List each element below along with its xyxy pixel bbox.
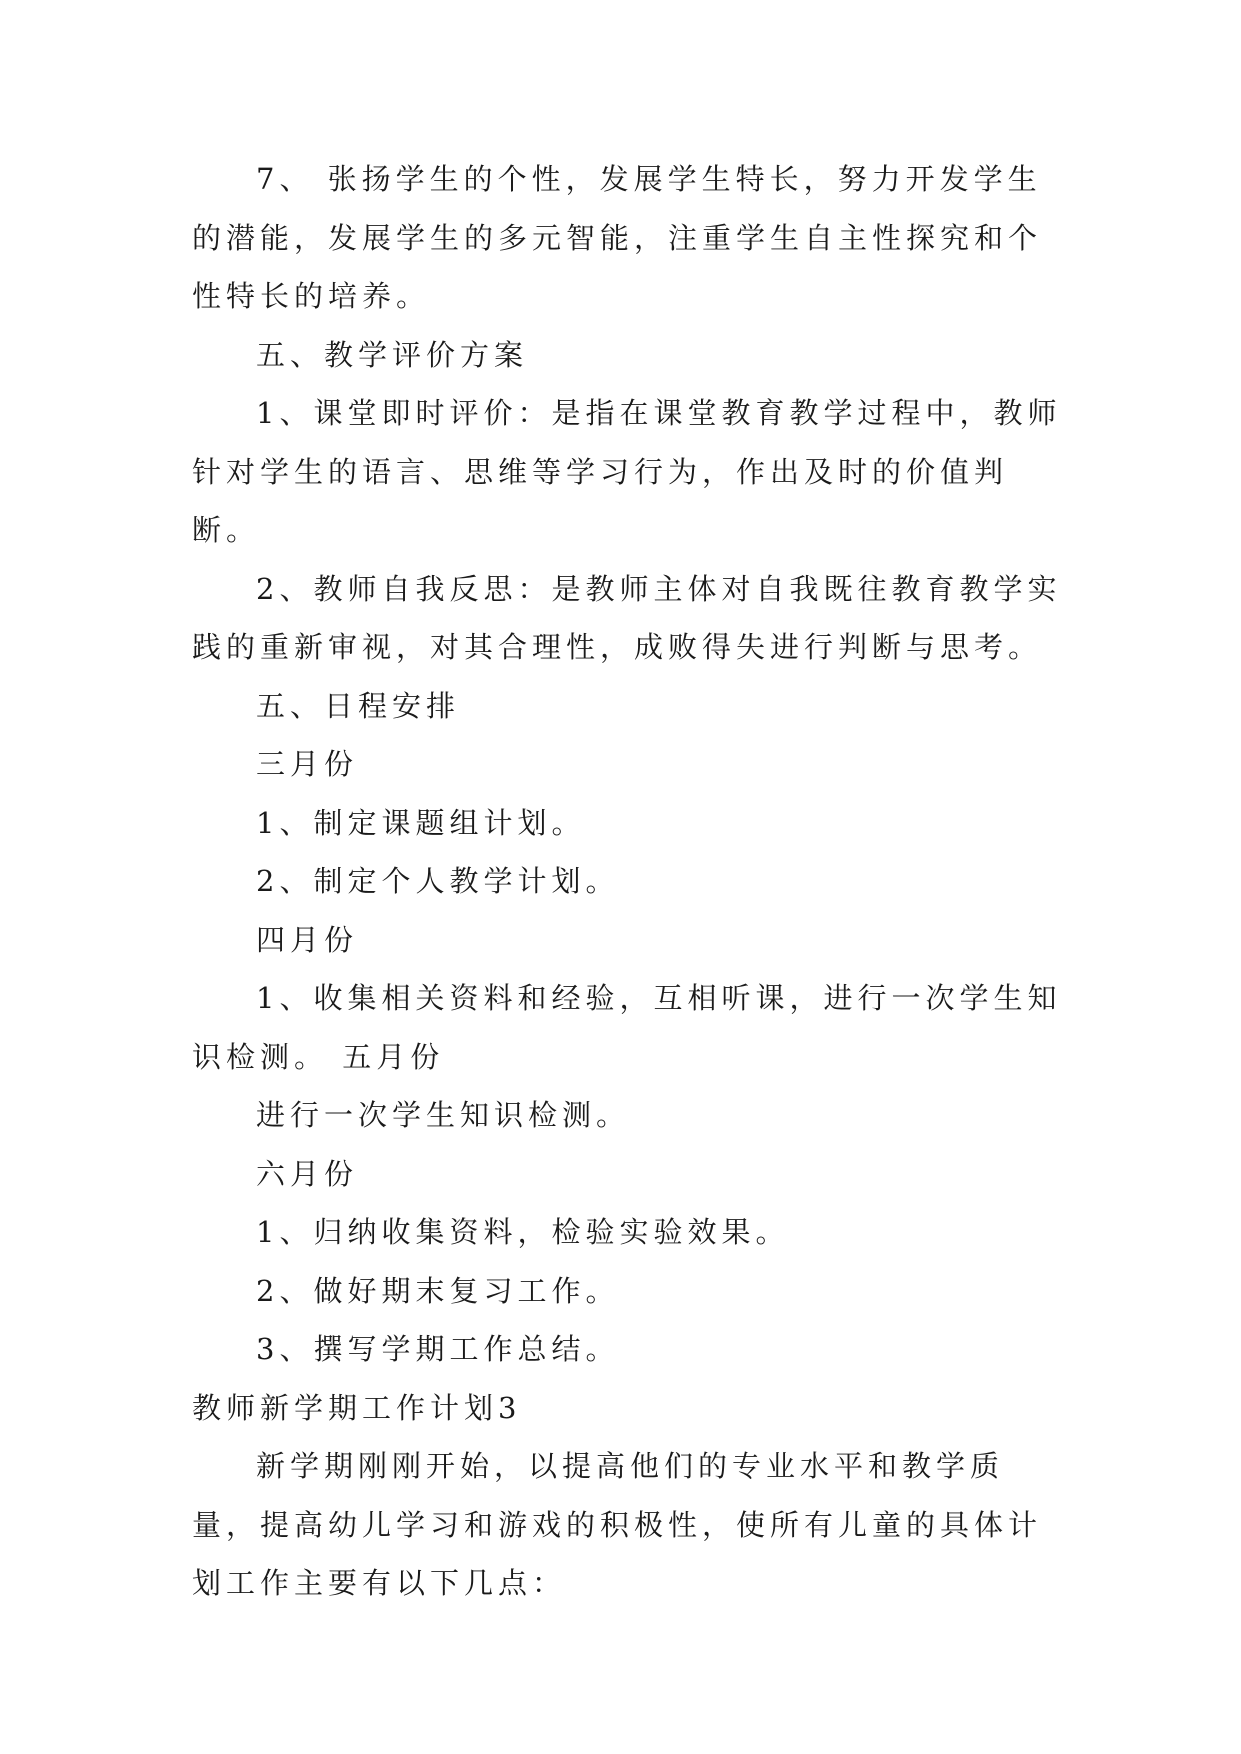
paragraph-item-7: 7、 张扬学生的个性，发展学生特长，努力开发学生的潜能，发展学生的多元智能，注重学生自主性探究和个性特长的培养。 xyxy=(192,162,1043,313)
list-item: 进行一次学生知识检测。 xyxy=(256,1098,631,1132)
paragraph-evaluation-1: 1、课堂即时评价：是指在课堂教育教学过程中，教师针对学生的语言、思维等学习行为，作出及时的价值判断。 xyxy=(192,396,1062,547)
list-item: 1、制定课题组计划。 xyxy=(256,805,586,840)
list-item: 3、撰写学期工作总结。 xyxy=(256,1332,620,1366)
paragraph-evaluation-2: 2、教师自我反思：是教师主体对自我既往教育教学实践的重新审视，对其合理性，成败得失进行判断与思考。 xyxy=(192,571,1062,664)
list-item: 2、做好期末复习工作。 xyxy=(256,1273,620,1308)
month-heading-june: 六月份 xyxy=(256,1156,359,1191)
list-item: 2、制定个人教学计划。 xyxy=(256,864,620,898)
list-item: 1、归纳收集资料，检验实验效果。 xyxy=(256,1215,790,1249)
month-heading-april: 四月份 xyxy=(256,922,359,957)
month-heading-march: 三月份 xyxy=(256,747,359,781)
list-item: 1、收集相关资料和经验，互相听课，进行一次学生知识检测。 五月份 xyxy=(192,981,1062,1074)
section-heading-evaluation: 五、教学评价方案 xyxy=(256,337,529,372)
paragraph-intro: 新学期刚刚开始，以提高他们的专业水平和教学质量，提高幼儿学习和游戏的积极性，使所有儿童的具体计划工作主要有以下几点： xyxy=(192,1449,1043,1600)
document-body xyxy=(192,150,1062,1613)
document-title-plan-3: 教师新学期工作计划3 xyxy=(192,1390,522,1425)
section-heading-schedule: 五、日程安排 xyxy=(256,688,461,723)
